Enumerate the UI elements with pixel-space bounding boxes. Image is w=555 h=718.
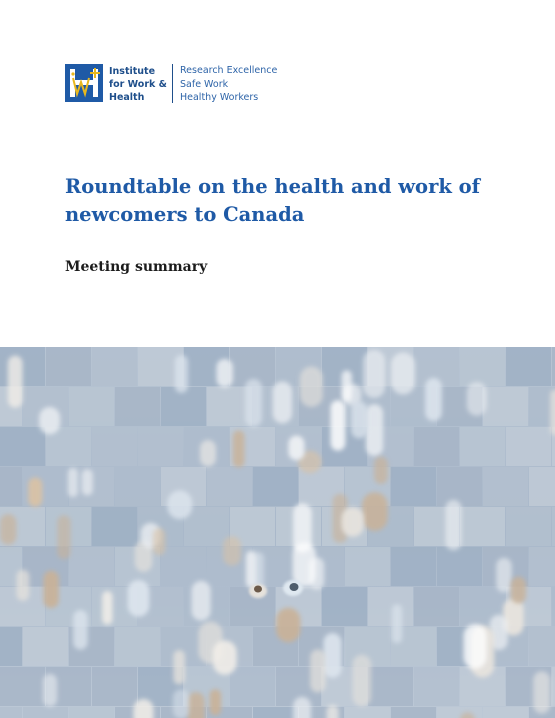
blurred-pedestrian xyxy=(16,570,29,601)
blurred-pedestrian xyxy=(464,624,487,669)
plaza-tile xyxy=(184,507,229,546)
blurred-pedestrian xyxy=(342,370,352,401)
cover-photo xyxy=(0,347,555,718)
plaza-tile xyxy=(368,667,413,706)
plaza-tile xyxy=(483,387,528,426)
document-subtitle: Meeting summary xyxy=(65,259,208,275)
blurred-pedestrian xyxy=(341,507,364,537)
blurred-pedestrian xyxy=(310,649,326,692)
blurred-pedestrian xyxy=(392,604,402,643)
plaza-tile xyxy=(0,467,22,506)
plaza-tile xyxy=(483,467,528,506)
blurred-pedestrian xyxy=(128,580,150,617)
blurred-pedestrian xyxy=(82,469,93,495)
blurred-pedestrian xyxy=(550,390,555,436)
plaza-tile xyxy=(391,547,436,586)
blurred-pedestrian xyxy=(167,490,192,519)
plaza-tile xyxy=(529,627,555,666)
tagline xyxy=(180,64,277,105)
blurred-pedestrian xyxy=(68,468,78,497)
blurred-pedestrian xyxy=(293,543,316,587)
plaza-tile xyxy=(253,707,298,718)
blurred-pedestrian xyxy=(44,571,59,608)
blurred-pedestrian xyxy=(353,655,372,707)
blurred-pedestrian xyxy=(293,697,311,718)
plaza-tile xyxy=(92,427,137,466)
plaza-tile xyxy=(69,707,114,718)
plaza-tile xyxy=(92,347,137,386)
plaza-tile xyxy=(0,427,45,466)
blurred-pedestrian xyxy=(192,581,211,621)
blurred-pedestrian xyxy=(233,430,245,467)
plaza-tile xyxy=(506,507,551,546)
blurred-pedestrian xyxy=(200,440,216,466)
plaza-tile xyxy=(460,427,505,466)
blurred-pedestrian xyxy=(173,650,185,684)
blurred-pedestrian xyxy=(187,692,204,718)
plaza-tile xyxy=(0,707,22,718)
plaza-tile xyxy=(92,507,137,546)
plaza-tile xyxy=(322,587,367,626)
plaza-tile xyxy=(391,467,436,506)
plaza-tile xyxy=(69,547,114,586)
plaza-tile xyxy=(115,387,160,426)
blurred-pedestrian xyxy=(362,492,388,531)
plaza-tile xyxy=(437,467,482,506)
org-name: Institute for Work & Health xyxy=(109,66,167,103)
document-title: Roundtable on the health and work of newcomers to Canada xyxy=(65,175,481,226)
blurred-pedestrian xyxy=(223,536,241,566)
blurred-pedestrian xyxy=(43,674,57,707)
plaza-tile xyxy=(460,507,505,546)
plaza-tile xyxy=(414,587,459,626)
blurred-pedestrian xyxy=(216,359,232,388)
plaza-tile xyxy=(115,627,160,666)
plaza-tile xyxy=(437,547,482,586)
plaza-tile xyxy=(529,547,555,586)
plaza-tile xyxy=(253,467,298,506)
plaza-tile xyxy=(92,667,137,706)
blurred-pedestrian xyxy=(374,457,388,484)
plaza-tile xyxy=(161,547,206,586)
blurred-pedestrian xyxy=(445,500,461,550)
blurred-pedestrian xyxy=(366,404,383,456)
blurred-pedestrian xyxy=(496,558,512,593)
blurred-pedestrian xyxy=(391,352,415,394)
plaza-tile xyxy=(414,667,459,706)
plaza-tile xyxy=(345,547,390,586)
plaza-tile xyxy=(46,347,91,386)
blurred-pedestrian xyxy=(467,382,487,416)
plaza-tile xyxy=(414,427,459,466)
plaza-tile xyxy=(138,427,183,466)
tagline-line-1: Research Excellence xyxy=(180,65,278,76)
blurred-pedestrian xyxy=(425,378,442,421)
blurred-pedestrian xyxy=(245,379,262,427)
blurred-pedestrian xyxy=(533,671,550,713)
blurred-pedestrian xyxy=(213,640,237,674)
blurred-pedestrian xyxy=(102,591,113,625)
blurred-pedestrian xyxy=(153,528,165,555)
plaza-tile xyxy=(460,347,505,386)
plaza-tile xyxy=(345,707,390,718)
blurred-pedestrian xyxy=(246,551,256,588)
plaza-tile xyxy=(506,427,551,466)
blurred-pedestrian xyxy=(175,355,188,393)
blurred-pedestrian xyxy=(73,610,87,650)
blurred-pedestrian xyxy=(511,577,526,604)
plaza-tile xyxy=(207,467,252,506)
blurred-pedestrian xyxy=(173,689,189,718)
blurred-pedestrian xyxy=(331,400,346,450)
tagline-line-3: Healthy Workers xyxy=(180,92,259,103)
plaza-tile xyxy=(368,587,413,626)
plaza-tile xyxy=(529,467,555,506)
blurred-pedestrian xyxy=(363,350,385,398)
plaza-tile xyxy=(23,627,68,666)
blurred-pedestrian xyxy=(57,515,70,559)
blurred-pedestrian xyxy=(273,382,292,424)
blurred-pedestrian xyxy=(210,689,221,715)
tagline-line-2: Safe Work xyxy=(180,78,229,90)
blurred-pedestrian xyxy=(39,407,60,434)
plaza-tile xyxy=(115,467,160,506)
logo-divider xyxy=(172,64,173,103)
plaza-tile xyxy=(69,387,114,426)
blurred-pedestrian xyxy=(351,401,367,438)
blurred-pedestrian xyxy=(327,705,339,718)
plaza-tile xyxy=(391,707,436,718)
plaza-tile xyxy=(0,627,22,666)
blurred-pedestrian xyxy=(288,436,304,461)
blurred-pedestrian xyxy=(28,478,42,507)
blurred-pedestrian xyxy=(323,633,341,678)
iwh-logo-mark-icon xyxy=(65,64,103,102)
plaza-tile xyxy=(0,667,45,706)
iwh-logo xyxy=(65,64,167,104)
plaza-tile xyxy=(483,707,528,718)
blurred-pedestrian xyxy=(0,514,16,545)
blurred-pedestrian xyxy=(276,608,300,642)
plaza-tile xyxy=(437,707,482,718)
blurred-pedestrian xyxy=(8,356,23,408)
blurred-pedestrian xyxy=(300,367,323,407)
plaza-tile xyxy=(23,707,68,718)
plaza-tile xyxy=(506,347,551,386)
plaza-tile xyxy=(161,387,206,426)
blurred-pedestrian xyxy=(133,699,153,718)
plaza-tile xyxy=(230,667,275,706)
